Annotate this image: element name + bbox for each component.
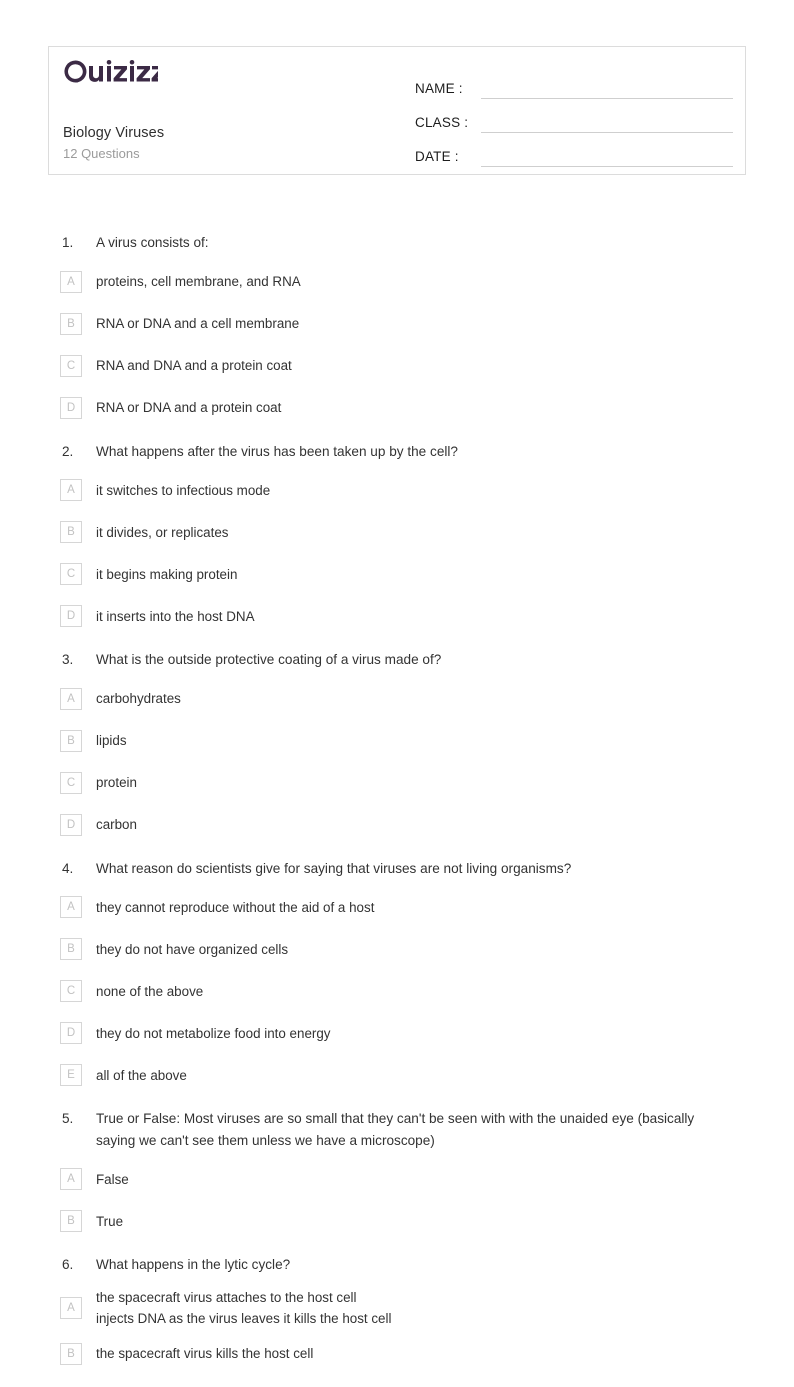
option-letter: C (60, 772, 82, 794)
question-text: What reason do scientists give for saying that viruses are not living organisms? (96, 860, 572, 876)
option-row[interactable] (60, 808, 410, 842)
question-block (0, 858, 794, 1101)
option-letter: A (60, 896, 82, 918)
question-number: 1. (62, 235, 74, 250)
question-heading (62, 1254, 748, 1276)
option-text: the spacecraft virus kills the host cell (96, 1346, 314, 1361)
option-text: it switches to infectious mode (96, 482, 271, 498)
question-number: 5. (62, 1111, 74, 1126)
option-text: carbohydrates (96, 691, 181, 706)
option-text: carbon (96, 817, 137, 832)
question-heading (62, 1108, 748, 1151)
question-heading (62, 441, 748, 463)
option-row[interactable] (60, 974, 410, 1008)
option-letter: A (60, 479, 82, 501)
option-text: RNA or DNA and a cell membrane (96, 316, 300, 331)
question-number: 2. (62, 443, 74, 459)
questions-list (0, 232, 794, 1387)
question-text: What happens in the lytic cycle? (96, 1257, 291, 1272)
option-row[interactable] (60, 890, 410, 924)
options-grid (60, 265, 748, 433)
question-text: What is the outside protective coating of a virus made of? (96, 652, 442, 667)
option-row[interactable] (60, 1162, 410, 1196)
quizizz-logo-icon (63, 59, 158, 85)
option-row[interactable] (60, 599, 410, 633)
option-text: RNA or DNA and a protein coat (96, 400, 282, 415)
option-text: RNA and DNA and a protein coat (96, 358, 292, 373)
option-text: they do not have organized cells (96, 941, 289, 957)
question-heading (62, 858, 748, 880)
options-grid (60, 890, 748, 1100)
option-letter: D (60, 605, 82, 627)
option-letter: A (60, 688, 82, 710)
date-field-row (415, 133, 733, 167)
option-row[interactable] (60, 724, 410, 758)
option-row[interactable] (60, 682, 410, 716)
quiz-title: Biology Viruses (63, 125, 165, 141)
option-row[interactable] (60, 349, 410, 383)
question-number: 6. (62, 1257, 74, 1272)
option-row[interactable] (60, 557, 410, 591)
option-letter: B (60, 1343, 82, 1365)
option-text: all of the above (96, 1067, 187, 1083)
option-text: it inserts into the host DNA (96, 608, 255, 624)
option-letter: B (60, 730, 82, 752)
option-row[interactable] (60, 766, 410, 800)
class-field-row (415, 99, 733, 133)
question-count-label: 12 Questions (63, 146, 140, 161)
question-heading (62, 649, 748, 671)
option-row[interactable] (60, 932, 410, 966)
option-letter: B (60, 521, 82, 543)
option-text: proteins, cell membrane, and RNA (96, 274, 301, 289)
option-row[interactable] (60, 391, 410, 425)
option-row[interactable] (60, 1337, 410, 1371)
option-row[interactable] (60, 1058, 410, 1092)
student-info-fields (415, 65, 733, 167)
option-row[interactable] (60, 1204, 410, 1238)
option-text: it divides, or replicates (96, 524, 229, 540)
option-letter: D (60, 1022, 82, 1044)
option-text: lipids (96, 733, 127, 748)
option-letter: D (60, 814, 82, 836)
option-text: they cannot reproduce without the aid of a host (96, 899, 375, 915)
question-text: A virus consists of: (96, 235, 209, 250)
option-letter: E (60, 1064, 82, 1086)
options-grid (60, 1162, 748, 1246)
options-grid (60, 473, 748, 641)
name-field-row (415, 65, 733, 99)
name-field-input[interactable] (481, 77, 733, 99)
question-block (0, 649, 794, 850)
options-grid (60, 682, 748, 850)
option-letter: D (60, 397, 82, 419)
option-letter: B (60, 938, 82, 960)
date-field-input[interactable] (481, 145, 733, 167)
option-text: protein (96, 775, 137, 790)
options-grid (60, 1287, 748, 1379)
option-row[interactable] (60, 265, 410, 299)
option-row[interactable] (60, 307, 410, 341)
option-text: they do not metabolize food into energy (96, 1025, 331, 1041)
class-field-label: CLASS : (415, 115, 469, 130)
class-field-input[interactable] (481, 111, 733, 133)
option-letter: A (60, 1297, 82, 1319)
option-letter: B (60, 1210, 82, 1232)
question-text: What happens after the virus has been taken up by the cell? (96, 443, 458, 459)
question-block (0, 441, 794, 642)
option-row[interactable] (60, 1287, 410, 1329)
option-letter: C (60, 980, 82, 1002)
question-text: True or False: Most viruses are so small that they can't be seen with with the unaided eye (basically saying we can't see them unless we have a microscope) (96, 1111, 695, 1148)
worksheet-header-panel (48, 46, 746, 175)
option-letter: C (60, 355, 82, 377)
option-letter: A (60, 271, 82, 293)
option-row[interactable] (60, 515, 410, 549)
option-letter: B (60, 313, 82, 335)
name-field-label: NAME : (415, 81, 463, 96)
date-field-label: DATE : (415, 149, 459, 164)
question-block (0, 1254, 794, 1379)
option-row[interactable] (60, 1016, 410, 1050)
option-text: False (96, 1171, 129, 1187)
question-block (0, 232, 794, 433)
option-text: the spacecraft virus attaches to the host cell injects DNA as the virus leaves it kills the host cell (96, 1289, 392, 1326)
question-number: 3. (62, 652, 74, 667)
question-number: 4. (62, 860, 74, 876)
question-heading (62, 232, 748, 254)
option-letter: C (60, 563, 82, 585)
option-text: none of the above (96, 983, 204, 999)
option-letter: A (60, 1168, 82, 1190)
question-block (0, 1108, 794, 1246)
option-text: True (96, 1213, 124, 1229)
option-row[interactable] (60, 473, 410, 507)
quizizz-logo (63, 59, 158, 85)
option-text: it begins making protein (96, 566, 238, 582)
